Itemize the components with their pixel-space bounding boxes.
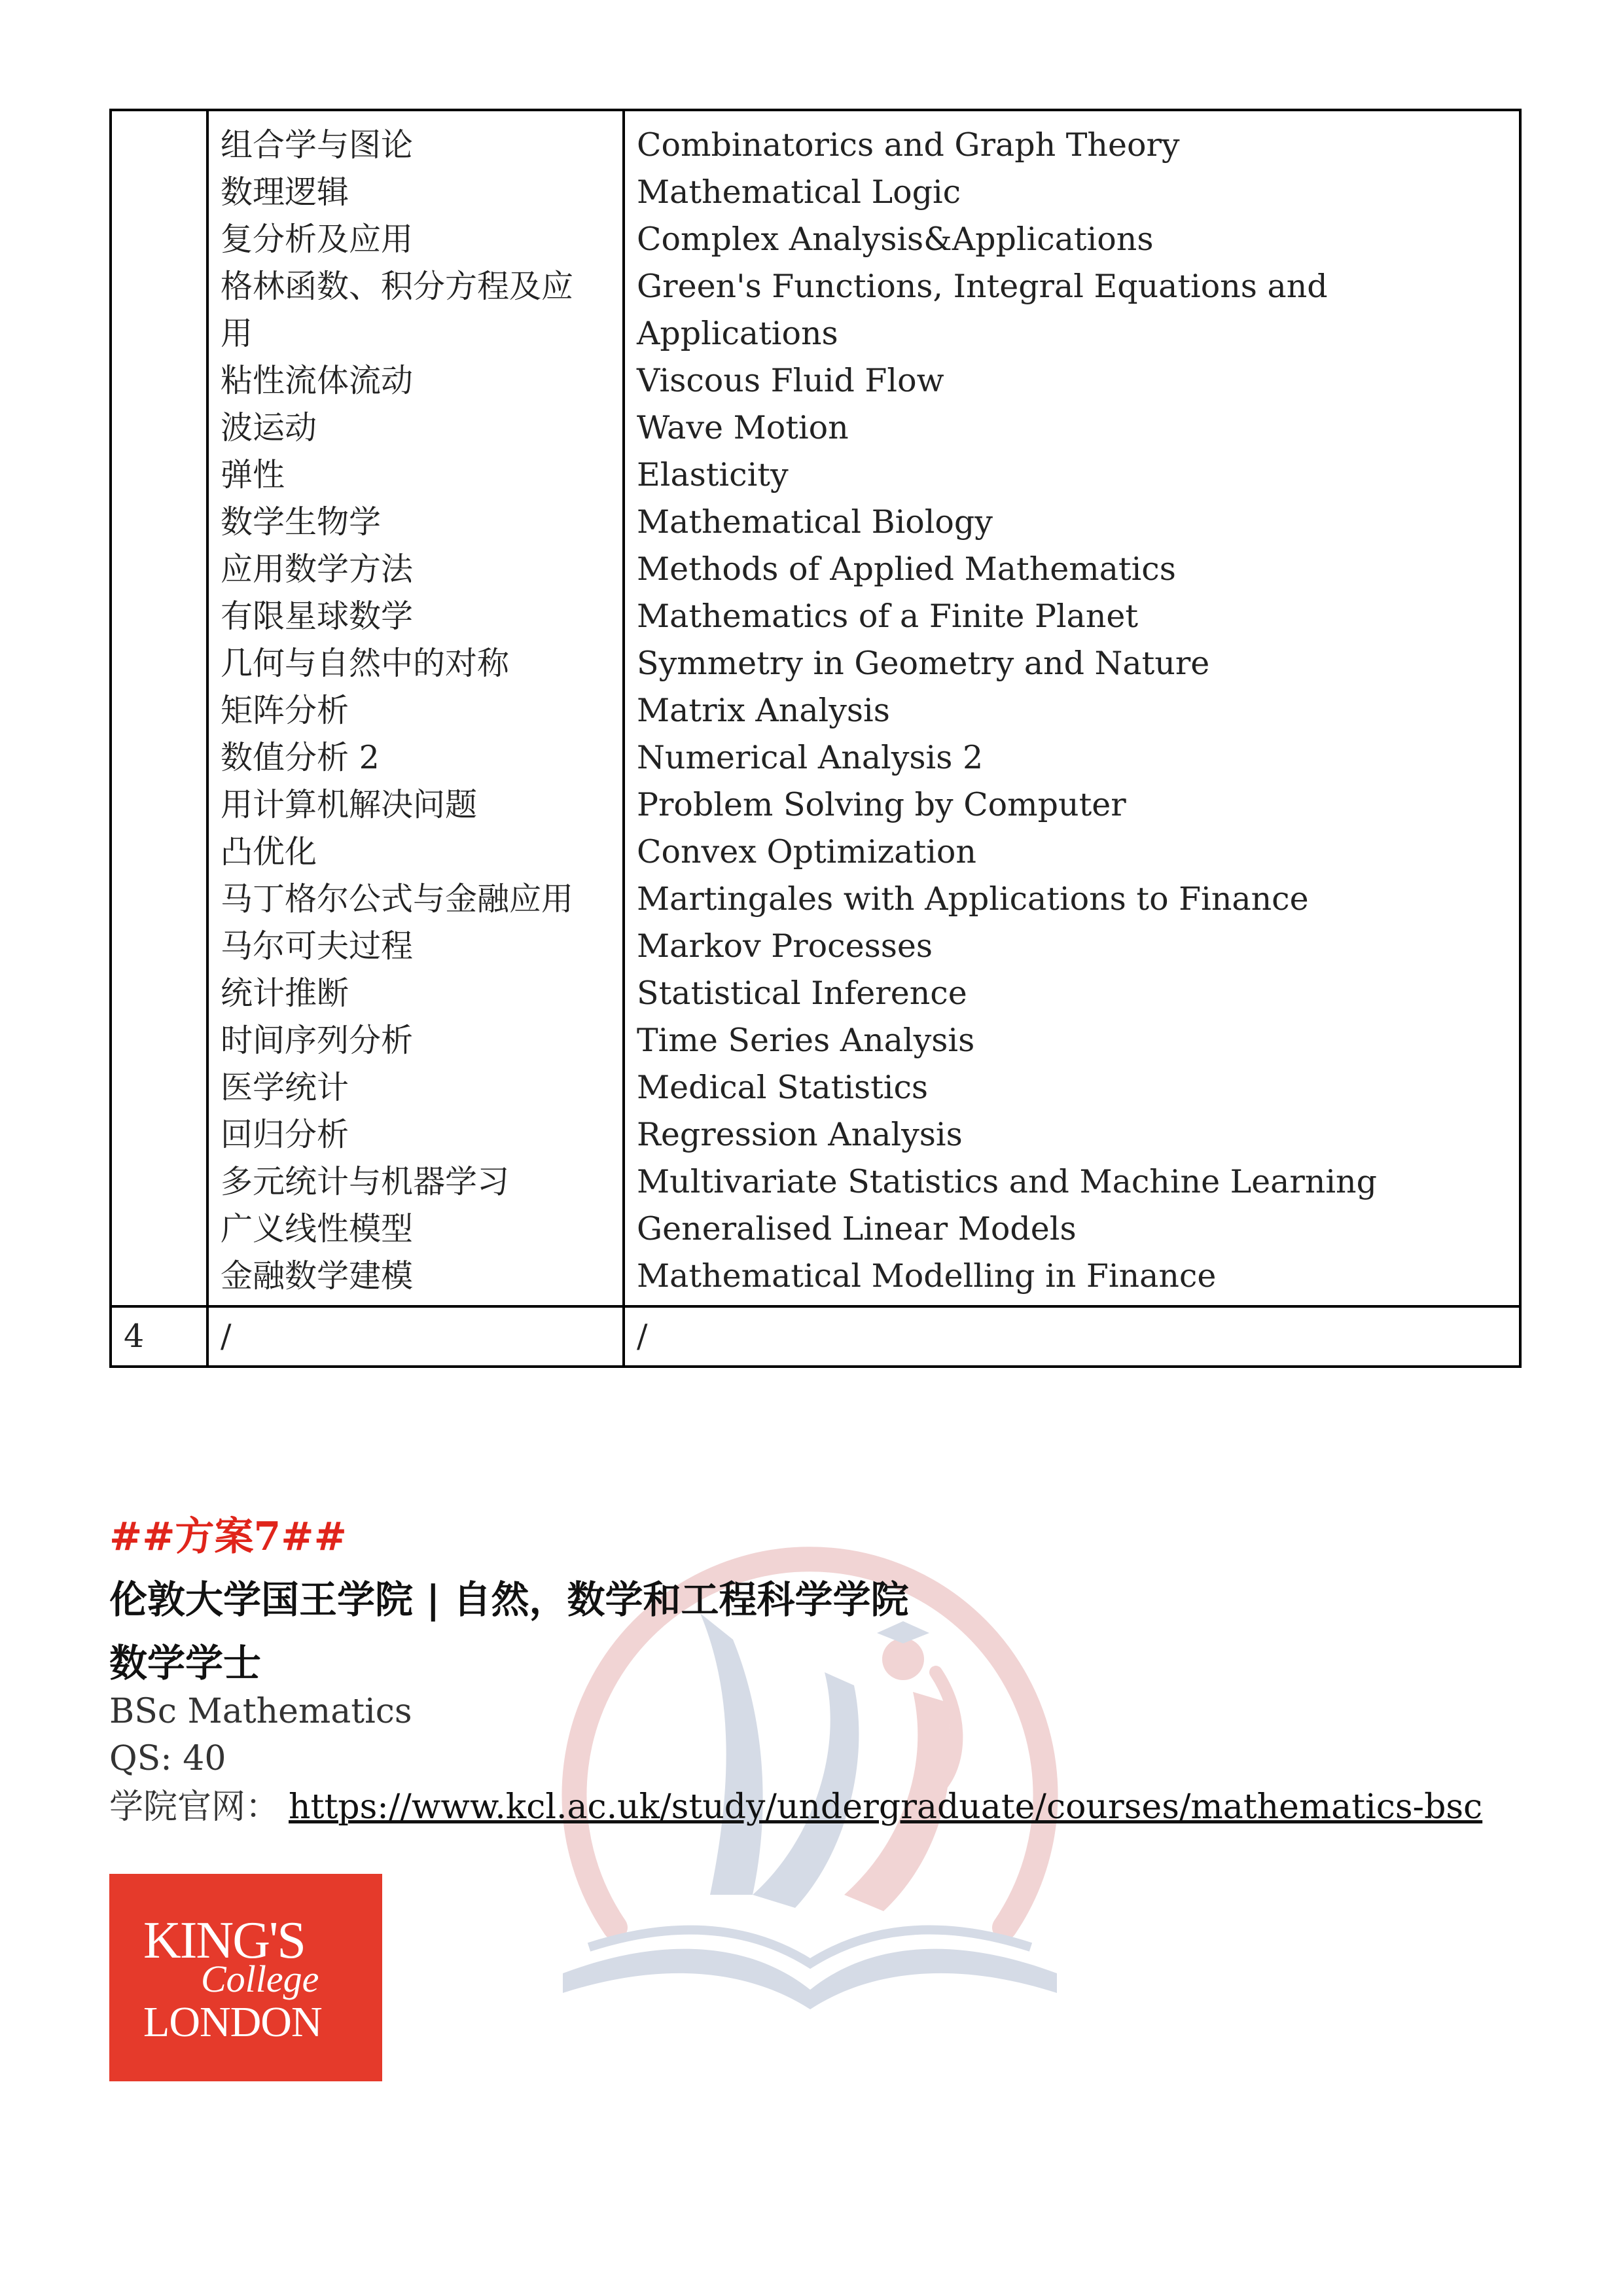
module-en: Medical Statistics [637,1069,929,1106]
table-row [111,1306,1520,1367]
module-en: Mathematical Logic [637,173,961,211]
degree-title-en: BSc Mathematics [109,1692,412,1731]
logo-london-text: LONDON [143,1998,322,2046]
module-zh: 几何与自然中的对称 [221,645,510,682]
module-en: Wave Motion [637,409,849,446]
year-cell: 4 [111,1306,207,1367]
module-zh: 马丁格尔公式与金融应用 [221,880,574,918]
module-zh: 用计算机解决问题 [221,786,478,823]
year-cell [111,110,207,1306]
logo-kings-text: KING'S [143,1912,305,1969]
watermark-head [882,1638,924,1680]
module-zh: 马尔可夫过程 [221,927,414,965]
website-link[interactable]: https://www.kcl.ac.uk/study/undergraduate/courses/mathematics-bsc [289,1787,1483,1827]
module-en: Markov Processes [637,927,933,965]
degree-title-zh: 数学学士 [109,1641,262,1685]
module-zh: 广义线性模型 [221,1210,414,1247]
module-en: Symmetry in Geometry and Nature [637,645,1210,682]
module-en: Convex Optimization [637,833,976,870]
course-table [109,109,1522,1368]
module-zh: 复分析及应用 [221,221,414,258]
module-zh: 粘性流体流动 [221,362,414,399]
module-zh: 应用数学方法 [221,550,414,588]
module-zh: 凸优化 [221,833,317,870]
module-zh: 统计推断 [221,975,349,1012]
school-title: 伦敦大学国王学院 | 自然，数学和工程科学学院 [109,1577,909,1622]
website-line [109,1779,1482,1828]
module-zh: 数学生物学 [221,503,382,541]
module-zh: 回归分析 [221,1116,349,1153]
module-zh: 数理逻辑 [221,173,349,211]
modules-en-cell [624,110,1520,1306]
module-en: Statistical Inference [637,975,967,1012]
watermark-letter-left [700,1613,763,1895]
module-zh: 数值分析 2 [221,739,380,776]
module-en: Complex Analysis&Applications [637,221,1154,258]
module-zh: 矩阵分析 [221,692,349,729]
plan-title: ##方案7## [109,1514,347,1560]
module-zh: 多元统计与机器学习 [221,1163,510,1200]
website-label: 学院官网： [109,1787,280,1827]
module-zh: 有限星球数学 [221,598,414,635]
module-zh: 波运动 [221,409,317,446]
kcl-logo-graphic [109,1874,382,2081]
logo-college-text: College [201,1958,319,2000]
module-en: Problem Solving by Computer [637,786,1126,823]
watermark-cap-icon [877,1621,929,1643]
module-en: Methods of Applied Mathematics [637,550,1176,588]
module-en: Numerical Analysis 2 [637,739,984,776]
module-en: Mathematics of a Finite Planet [637,598,1139,635]
module-en: Martingales with Applications to Finance [637,880,1309,918]
module-en: Regression Analysis [637,1116,963,1153]
watermark-graphic [537,1476,1083,2039]
module-zh: / [221,1318,232,1355]
module-en: Time Series Analysis [637,1022,975,1059]
module-en: Green's Functions, Integral Equations and Applications [637,268,1328,352]
modules-zh-cell [207,1306,624,1367]
kcl-logo [109,1874,382,2081]
module-en: Elasticity [637,456,789,493]
modules-zh-cell [207,110,624,1306]
module-en: Multivariate Statistics and Machine Learning [637,1163,1377,1200]
module-en: Matrix Analysis [637,692,890,729]
module-zh: 格林函数、积分方程及应用 [221,268,574,352]
module-zh: 金融数学建模 [221,1257,414,1295]
qs-ranking: QS: 40 [109,1739,226,1778]
course-table-body [111,110,1520,1367]
module-en: Mathematical Biology [637,503,993,541]
module-en: Mathematical Modelling in Finance [637,1257,1217,1295]
modules-en-cell [624,1306,1520,1367]
module-zh: 时间序列分析 [221,1022,414,1059]
module-en: Generalised Linear Models [637,1210,1077,1247]
module-en: / [637,1318,648,1355]
module-zh: 组合学与图论 [221,126,414,164]
table-row [111,110,1520,1306]
watermark [537,1476,1083,2039]
module-zh: 医学统计 [221,1069,349,1106]
watermark-book-icon [563,1949,1057,2009]
module-en: Combinatorics and Graph Theory [637,126,1180,164]
module-zh: 弹性 [221,456,285,493]
module-en: Viscous Fluid Flow [637,362,944,399]
